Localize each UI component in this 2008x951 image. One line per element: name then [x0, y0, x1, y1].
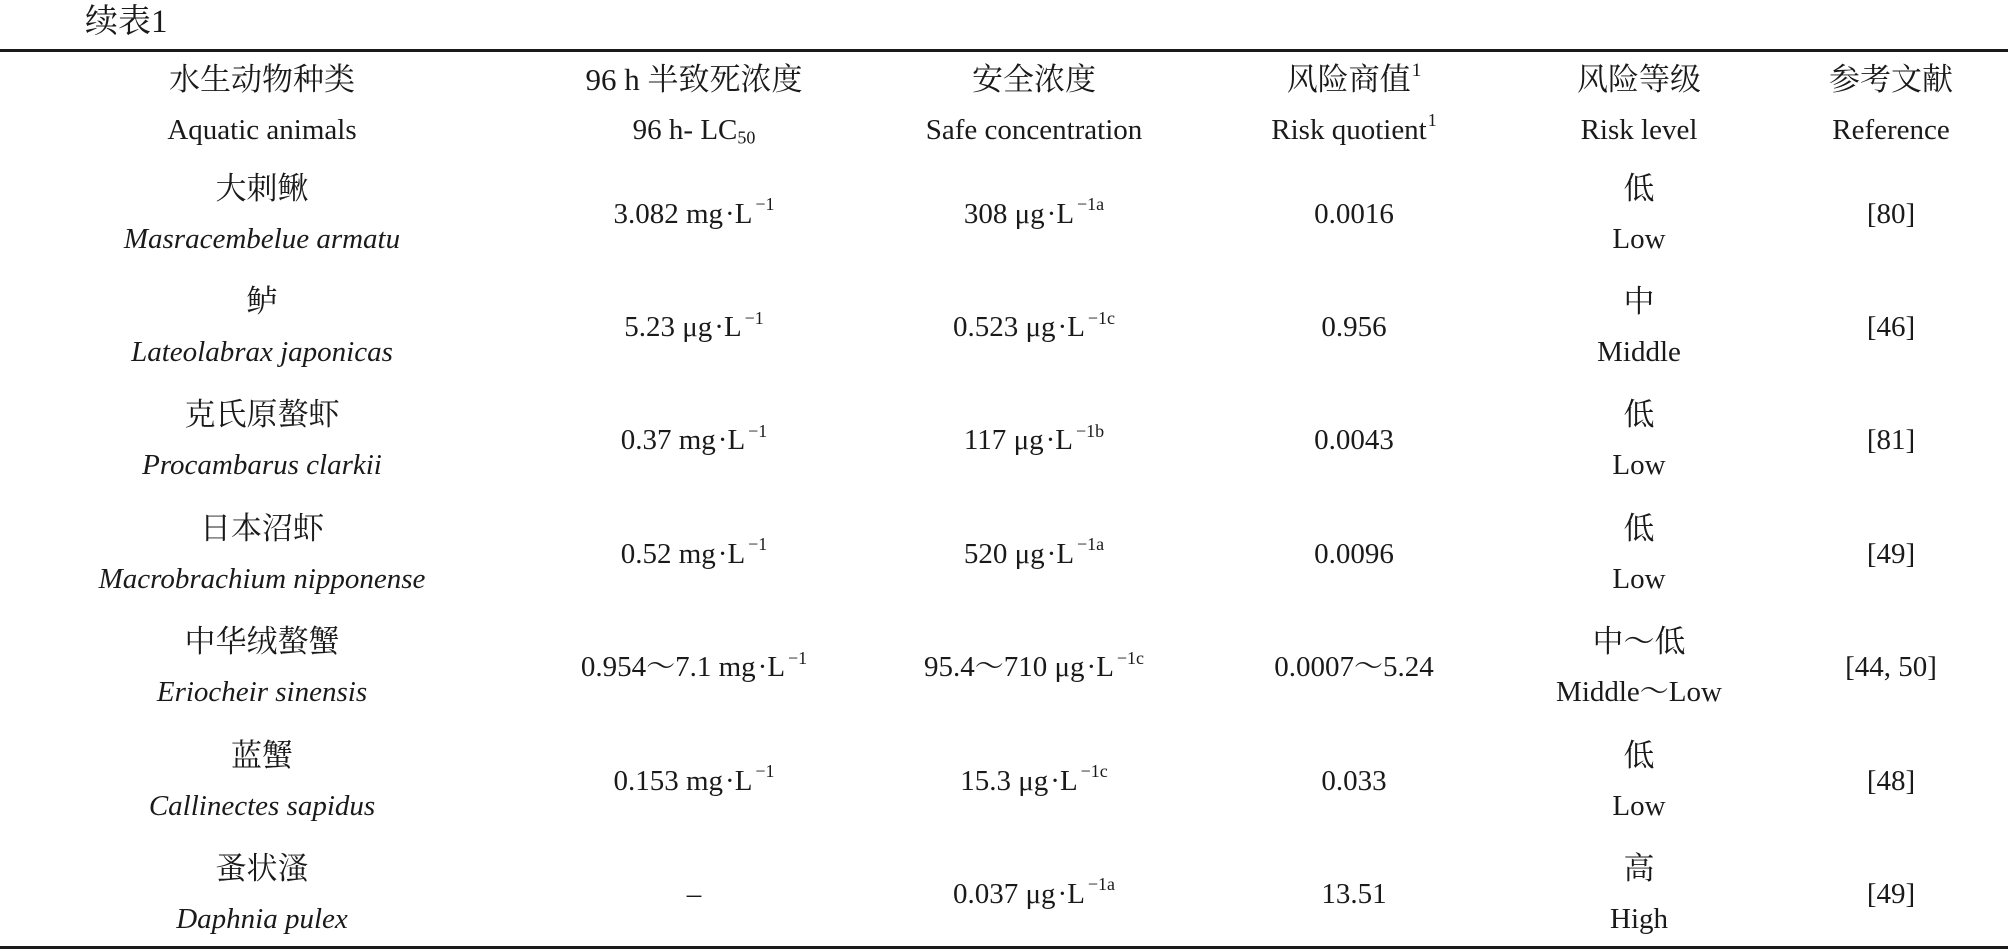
risk-level-cell	[1504, 611, 1774, 724]
table-row	[0, 724, 2008, 837]
risk-quotient-cell: 0.956	[1321, 311, 1387, 344]
lc50-value: 0.153	[613, 764, 679, 797]
risk-table	[0, 52, 2008, 951]
risk-quotient-cell: 0.0096	[1314, 537, 1394, 570]
header-reference: 参考文献 Reference	[1829, 61, 1953, 146]
safe-value: 308	[963, 197, 1008, 230]
safe-unit-sep: ·L	[1046, 537, 1075, 570]
safe-value: 95.4～710	[923, 651, 1048, 684]
safe-unit-sep: ·L	[1046, 197, 1075, 230]
lc50-value: 0.954～7.1	[580, 651, 712, 684]
lc50-exponent: −1	[748, 420, 768, 441]
reference-cell: [44, 50]	[1845, 651, 1937, 684]
lc50-value: 5.23	[624, 311, 675, 344]
reference-cell: [80]	[1866, 197, 1916, 230]
species-cell	[0, 497, 524, 610]
risk-level-cell	[1504, 497, 1774, 610]
reference-cell: [49]	[1866, 537, 1916, 570]
safe-concentration-cell	[864, 611, 1204, 724]
safe-value: 117	[963, 424, 1007, 457]
reference-cell: [48]	[1866, 764, 1916, 797]
risk-level-chinese: 中	[1623, 284, 1655, 320]
species-latin-name: Macrobrachium nipponense	[98, 562, 426, 595]
lc50-value: 3.082	[613, 197, 679, 230]
safe-value: 520	[963, 537, 1008, 570]
lc50-value: 0.37	[620, 424, 672, 457]
risk-level-cell	[1504, 384, 1774, 497]
safe-unit-sep: ·L	[1057, 878, 1085, 911]
lc50-exponent: −1	[744, 307, 764, 328]
lc50-unit-sep: ·L	[725, 764, 753, 797]
lc50-unit-sep: ·L	[717, 424, 746, 457]
risk-quotient-cell: 0.0007～5.24	[1274, 651, 1434, 684]
safe-unit: μg	[1025, 878, 1056, 911]
lc50-cell	[524, 157, 864, 270]
safe-exponent: −1b	[1076, 420, 1105, 441]
species-chinese-name: 蓝蟹	[231, 737, 293, 773]
lc50-value: –	[686, 878, 702, 911]
safe-unit: μg	[1013, 424, 1044, 457]
species-chinese-name: 中华绒螯蟹	[184, 624, 340, 660]
lc50-unit: mg	[685, 197, 724, 230]
lc50-unit: mg	[718, 651, 756, 684]
species-chinese-name: 蚤状溞	[215, 851, 309, 887]
reference-cell: [46]	[1866, 311, 1916, 344]
safe-unit: μg	[1014, 537, 1045, 570]
lc50-cell	[524, 497, 864, 610]
lc50-unit-sep: ·L	[717, 537, 746, 570]
safe-exponent: −1c	[1116, 647, 1145, 668]
species-chinese-name: 日本沼虾	[200, 510, 324, 546]
risk-level-cell	[1504, 270, 1774, 383]
species-chinese-name: 克氏原螯虾	[184, 397, 340, 433]
risk-level-english: Middle～Low	[1556, 676, 1722, 709]
species-latin-name: Masracembelue armatu	[123, 222, 401, 255]
lc50-cell	[524, 724, 864, 837]
lc50-unit-sep: ·L	[714, 311, 742, 344]
lc50-cell	[524, 270, 864, 383]
header-row	[0, 52, 2008, 157]
risk-level-english: Low	[1612, 222, 1666, 255]
species-latin-name: Eriocheir sinensis	[156, 676, 368, 709]
header-lc50: 96 h 半致死浓度 96 h- $LC_{50}$	[585, 61, 803, 147]
species-cell	[0, 270, 524, 383]
lc50-cell	[524, 837, 864, 950]
lc50-exponent: −1	[748, 534, 768, 555]
risk-level-english: Low	[1612, 562, 1666, 595]
risk-level-cell	[1504, 724, 1774, 837]
safe-exponent: −1a	[1077, 194, 1105, 215]
risk-level-chinese: 低	[1623, 170, 1655, 206]
header-risk-quotient: 风险商值$^1$ Risk quotient$^1$	[1271, 60, 1437, 146]
safe-value: 0.037	[952, 878, 1019, 911]
safe-concentration-cell	[864, 724, 1204, 837]
lc50-unit: mg	[678, 424, 716, 457]
lc50-unit-sep: ·L	[757, 651, 786, 684]
risk-quotient-cell: 0.033	[1321, 764, 1387, 797]
lc50-unit-sep: ·L	[725, 197, 753, 230]
safe-unit-sep: ·L	[1057, 311, 1085, 344]
species-cell	[0, 384, 524, 497]
lc50-exponent: −1	[755, 194, 775, 215]
safe-unit-sep: ·L	[1086, 651, 1114, 684]
risk-quotient-cell: 13.51	[1321, 878, 1387, 911]
table-row	[0, 384, 2008, 497]
safe-exponent: −1c	[1080, 761, 1108, 782]
safe-exponent: −1c	[1087, 307, 1116, 328]
safe-exponent: −1a	[1077, 534, 1105, 555]
table-row	[0, 611, 2008, 724]
safe-unit-sep: ·L	[1050, 764, 1078, 797]
reference-cell: [81]	[1866, 424, 1916, 457]
risk-level-cell	[1504, 837, 1774, 950]
safe-value: 15.3	[960, 764, 1011, 797]
risk-level-chinese: 低	[1623, 397, 1655, 433]
safe-concentration-cell	[864, 837, 1204, 950]
risk-level-chinese: 中～低	[1592, 624, 1686, 660]
risk-level-chinese: 低	[1623, 510, 1655, 546]
bottom-rule	[0, 946, 2008, 949]
lc50-cell	[524, 384, 864, 497]
safe-concentration-cell	[864, 270, 1204, 383]
species-latin-name: Lateolabrax japonicas	[131, 336, 393, 369]
risk-level-chinese: 低	[1623, 737, 1655, 773]
lc50-exponent: −1	[755, 761, 775, 782]
lc50-cell	[524, 611, 864, 724]
reference-cell: [49]	[1866, 878, 1916, 911]
table-caption: 续表1	[85, 4, 168, 40]
risk-quotient-cell: 0.0043	[1314, 424, 1394, 457]
risk-level-chinese: 高	[1623, 851, 1655, 887]
species-chinese-name: 鲈	[246, 284, 278, 320]
safe-unit: μg	[1018, 764, 1049, 797]
risk-level-english: Low	[1612, 449, 1666, 482]
lc50-unit: mg	[685, 764, 724, 797]
table-row	[0, 497, 2008, 610]
lc50-unit: μg	[682, 311, 713, 344]
risk-level-english: Middle	[1597, 336, 1681, 369]
species-cell	[0, 724, 524, 837]
safe-unit: μg	[1014, 197, 1045, 230]
safe-concentration-cell	[864, 157, 1204, 270]
header-risk-level: 风险等级 Risk level	[1577, 61, 1701, 146]
species-latin-name: Daphnia pulex	[176, 903, 348, 936]
table-row	[0, 837, 2008, 950]
lc50-exponent: −1	[788, 647, 808, 668]
species-chinese-name: 大刺鳅	[215, 170, 309, 206]
species-latin-name: Callinectes sapidus	[148, 789, 376, 822]
table-row	[0, 157, 2008, 270]
safe-unit-sep: ·L	[1045, 424, 1073, 457]
lc50-value: 0.52	[620, 537, 672, 570]
species-cell	[0, 611, 524, 724]
risk-level-english: Low	[1612, 789, 1666, 822]
safe-exponent: −1a	[1087, 874, 1116, 895]
table-row	[0, 270, 2008, 383]
risk-level-english: High	[1610, 903, 1668, 936]
lc50-unit: mg	[678, 537, 716, 570]
safe-concentration-cell	[864, 384, 1204, 497]
header-safe-concentration: 安全浓度 Safe concentration	[925, 61, 1143, 146]
species-latin-name: Procambarus clarkii	[142, 449, 382, 482]
species-cell	[0, 837, 524, 950]
safe-concentration-cell	[864, 497, 1204, 610]
header-species: 水生动物种类 Aquatic animals	[167, 61, 357, 146]
risk-quotient-cell: 0.0016	[1314, 197, 1394, 230]
safe-unit: μg	[1054, 651, 1085, 684]
species-cell	[0, 157, 524, 270]
risk-level-cell	[1504, 157, 1774, 270]
safe-value: 0.523	[952, 311, 1019, 344]
safe-unit: μg	[1025, 311, 1056, 344]
